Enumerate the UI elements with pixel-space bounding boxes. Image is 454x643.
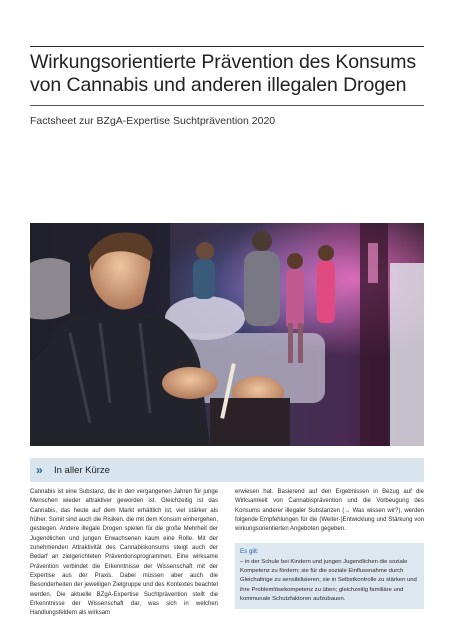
title-rule bbox=[30, 105, 424, 106]
page-subtitle: Factsheet zur BZgA-Expertise Suchtprävention 2020 bbox=[30, 115, 276, 127]
section-header-in-aller-kuerze bbox=[30, 458, 424, 482]
chevron-right-icon: » bbox=[36, 463, 40, 477]
section-title: In aller Kürze bbox=[54, 464, 110, 476]
cover-photo bbox=[30, 223, 424, 446]
body-text-right-column: erwiesen hat. Basierend auf den Ergebnissen in Bezug auf die Wirksamkeit von Cannabisprävention und die Vorbeugung des Konsums anderer illegaler Substanzen (→ Was wissen wir?), werden folgende Empfehlungen für die (Weiter-)Entwicklung und Stärkung von wirkungsorientierten Angeboten gegeben. bbox=[235, 489, 424, 533]
body-text-left-column: Cannabis ist eine Substanz, die in den vergangenen Jahren für junge Menschen wieder attraktiver geworden ist. Gleichzeitig ist das Cannabis, das heute auf dem Markt erhältlich ist, viel stärker als früher. Somit sind auch die Risiken, die mit dem Konsum einhergehen, gestiegen. Andere illegale Drogen spielen für die große Mehrheit der Jugendlichen und jungen Erwachsenen kaum eine Rolle. Mit der zunehmenden Attraktivität des Cannabiskonsums steigt auch der Bedarf an zielgerichteten Präventionsprogrammen. Eine wirksame Prävention verbindet die Erkenntnisse der Wissenschaft mit der Expertise aus der Praxis. Dabei müssen aber auch die Besonderheiten der jeweiligen Zielgruppe und des Kontextes beachtet werden. Die aktuelle BZgA-Expertise Suchtprävention stellt die Erkenntnisse der Wissenschaft dar, was sich in welchen Handlungsfeldern als wirksam bbox=[30, 489, 218, 617]
page-title: Wirkungsorientierte Prävention des Konsums von Cannabis und anderen illegalen Drogen bbox=[30, 51, 416, 96]
top-rule bbox=[30, 46, 424, 47]
infobox-text: – in der Schule bei Kindern und jungen Jugendlichen die soziale Kompetenz zu fördern; sie für die soziale Einflussnahme durch Gleichaltrige zu sensibilisieren; sie in Selbstkontrolle zu stärken und ihre Problemlösekompetenz zu üben; gleichzeitig familiäre und kommunale Schutzfaktoren aufzubauen. bbox=[240, 559, 417, 602]
infobox-title: Es gilt: bbox=[240, 548, 259, 555]
recommendations-box bbox=[235, 543, 424, 609]
